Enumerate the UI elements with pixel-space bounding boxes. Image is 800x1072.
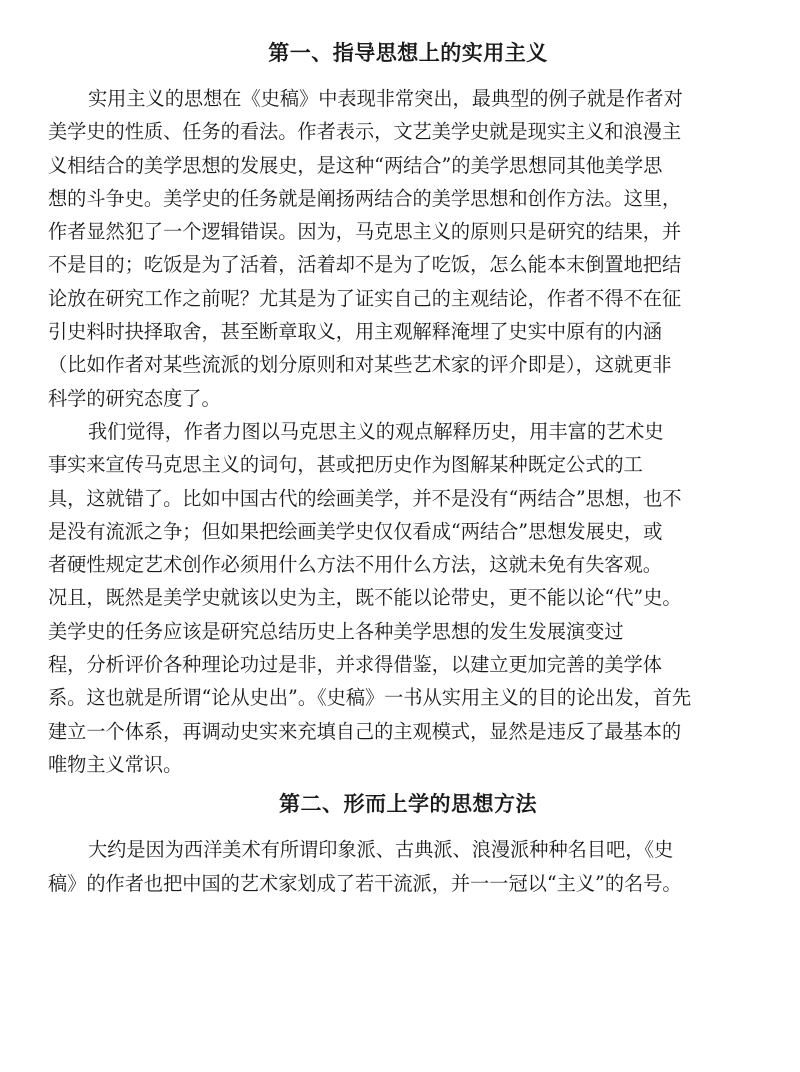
text-line: 大约是因为西洋美术有所谓印象派、古典派、浪漫派种种名目吧，《史	[88, 838, 674, 862]
text-line: 是没有流派之争；但如果把绘画美学史仅仅看成“两结合”思想发展史，或	[48, 519, 663, 543]
text-line: 程，分析评价各种理论功过是非，并求得借鉴，以建立更加完善的美学体	[48, 653, 662, 677]
section-1-heading: 第一、指导思想上的实用主义	[268, 41, 548, 65]
text-line: 况且，既然是美学史就该以史为主，既不能以论带史，更不能以论“代”史。	[48, 586, 682, 610]
text-line: 事实来宣传马克思主义的词句，甚或把历史作为图解某种既定公式的工	[48, 453, 643, 477]
section-2-paragraph-1	[48, 833, 768, 900]
text-line: 系。这也就是所谓“论从史出”。《史稿》一书从实用主义的目的论出发，首先	[48, 686, 692, 710]
text-line: 论放在研究工作之前呢？尤其是为了证实自己的主观结论，作者不得不在征	[48, 286, 682, 310]
text-line: 科学的研究态度了。	[48, 386, 221, 410]
text-line: 具，这就错了。比如中国古代的绘画美学，并不是没有“两结合”思想，也不	[48, 486, 682, 510]
text-line: 稿》的作者也把中国的艺术家划成了若干流派，并一一冠以“主义”的名号。	[48, 871, 682, 895]
section-1-paragraph-2	[48, 415, 768, 781]
section-1-paragraph-1	[48, 82, 768, 415]
section-2-heading: 第二、形而上学的思想方法	[279, 792, 537, 817]
document-page	[48, 38, 768, 900]
text-line: 不是目的；吃饭是为了活着，活着却不是为了吃饭，怎么能本末倒置地把结	[48, 253, 682, 277]
text-line: 义相结合的美学思想的发展史，是这种“两结合”的美学思想同其他美学思	[48, 153, 663, 177]
text-line: 作者显然犯了一个逻辑错误。因为，马克思主义的原则只是研究的结果，并	[48, 220, 682, 244]
text-line: （比如作者对某些流派的划分原则和对某些艺术家的评介即是），这就更非	[48, 353, 672, 377]
text-line: 美学史的任务应该是研究总结历史上各种美学思想的发生发展演变过	[48, 619, 624, 643]
text-line: 者硬性规定艺术创作必须用什么方法不用什么方法，这就未免有失客观。	[48, 553, 662, 577]
text-line: 引史料时抉择取舍，甚至断章取义，用主观解释淹埋了史实中原有的内涵	[48, 320, 662, 344]
text-line: 建立一个体系，再调动史实来充填自己的主观模式，显然是违反了最基本的	[48, 719, 682, 743]
text-line: 实用主义的思想在《史稿》中表现非常突出，最典型的例子就是作者对	[88, 87, 683, 110]
text-line: 想的斗争史。美学史的任务就是阐扬两结合的美学思想和创作方法。这里，	[48, 186, 682, 210]
text-line: 美学史的性质、任务的看法。作者表示，文艺美学史就是现实主义和浪漫主	[48, 120, 682, 144]
text-line: 唯物主义常识。	[48, 752, 183, 776]
text-line: 我们觉得，作者力图以马克思主义的观点解释历史，用丰富的艺术史	[88, 419, 664, 443]
